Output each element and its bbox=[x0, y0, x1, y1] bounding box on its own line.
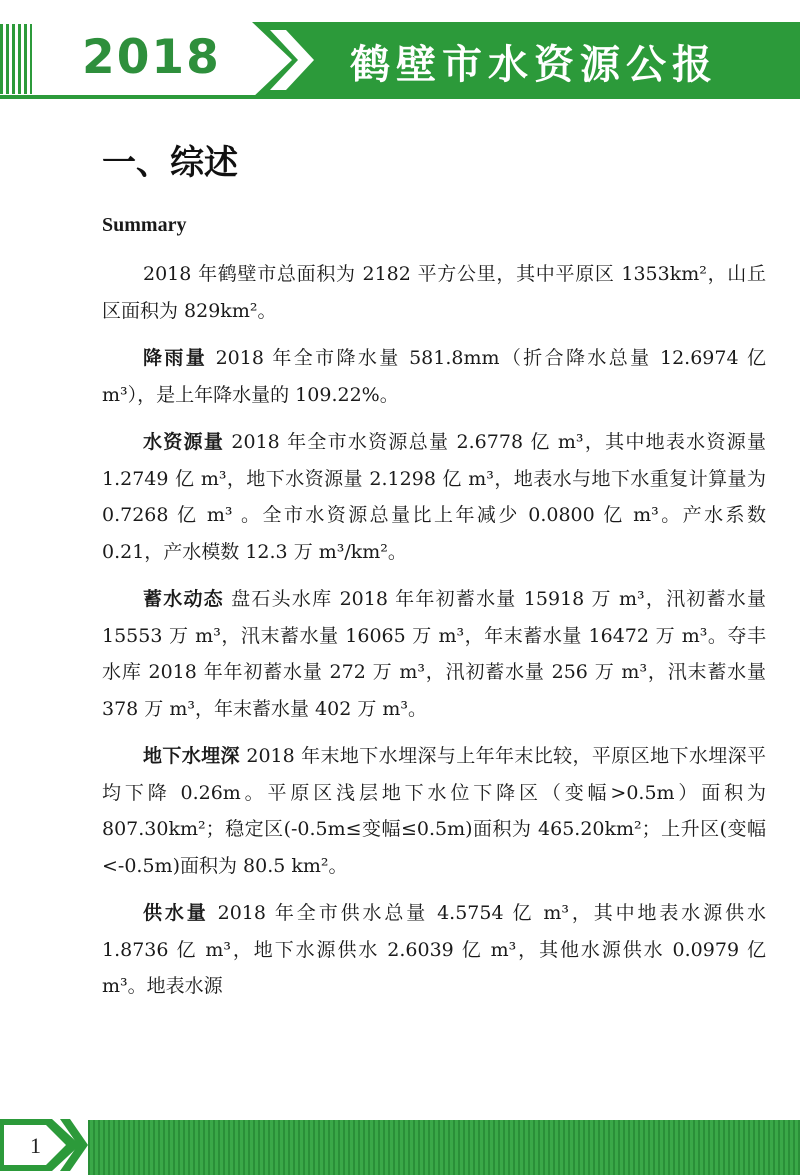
paragraph-text: 2018 年鹤壁市总面积为 2182 平方公里，其中平原区 1353km²，山丘区面积为 829km²。 bbox=[102, 263, 766, 322]
body-text bbox=[102, 256, 766, 1016]
paragraph-text: 2018 年全市供水总量 4.5754 亿 m³，其中地表水源供水 1.8736 亿 m³，地下水源供水 2.6039 亿 m³，其他水源供水 0.0979 亿 m³。地表水源 bbox=[102, 902, 766, 997]
page-number-arrow-icon bbox=[0, 1115, 90, 1175]
header-title: 鹤壁市水资源公报 bbox=[350, 42, 718, 88]
paragraph-lead: 蓄水动态 bbox=[143, 588, 224, 610]
paragraph-lead: 降雨量 bbox=[143, 347, 208, 369]
paragraph-supply bbox=[102, 895, 766, 1005]
paragraph-text: 2018 年全市降水量 581.8mm（折合降水总量 12.6974 亿 m³），是上年降水量的 109.22%。 bbox=[102, 347, 766, 406]
paragraph-lead: 水资源量 bbox=[143, 431, 225, 453]
footer-band bbox=[88, 1120, 800, 1175]
header-year: 2018 bbox=[82, 30, 221, 85]
paragraph-text: 盘石头水库 2018 年年初蓄水量 15918 万 m³，汛初蓄水量 15553 万 m³，汛末蓄水量 16065 万 m³，年末蓄水量 16472 万 m³。夺丰水库 2018 年年初蓄水量 272 万 m³，汛初蓄水量 256 万 m³，汛末蓄水量 378 万 m³，年末蓄水量 402 万 m³。 bbox=[102, 588, 766, 720]
paragraph-water-resources bbox=[102, 424, 766, 570]
paragraph-text: 2018 年全市水资源总量 2.6778 亿 m³，其中地表水资源量 1.2749 亿 m³，地下水资源量 2.1298 亿 m³，地表水与地下水重复计算量为 0.7268 亿 m³ 。全市水资源总量比上年减少 0.0800 亿 m³。产水系数 0.21，产水模数 12.3 万 m³/km²。 bbox=[102, 431, 766, 563]
page-number: 1 bbox=[30, 1133, 41, 1158]
paragraph-lead: 供水量 bbox=[143, 902, 209, 924]
paragraph-lead: 地下水埋深 bbox=[143, 745, 240, 767]
paragraph-storage bbox=[102, 581, 766, 727]
paragraph-groundwater-depth bbox=[102, 738, 766, 884]
header-stripes bbox=[0, 24, 32, 94]
summary-label: Summary bbox=[102, 214, 187, 236]
page-header bbox=[0, 0, 800, 110]
section-title: 一、综述 bbox=[102, 143, 238, 183]
paragraph-area bbox=[102, 256, 766, 329]
paragraph-rainfall bbox=[102, 340, 766, 413]
paragraph-text: 2018 年末地下水埋深与上年年末比较，平原区地下水埋深平均下降 0.26m。平原区浅层地下水位下降区（变幅>0.5m）面积为 807.30km²；稳定区(-0.5m≤变幅≤0.5m)面积为 465.20km²；上升区(变幅<-0.5m)面积为 80.5 km²。 bbox=[102, 745, 766, 877]
